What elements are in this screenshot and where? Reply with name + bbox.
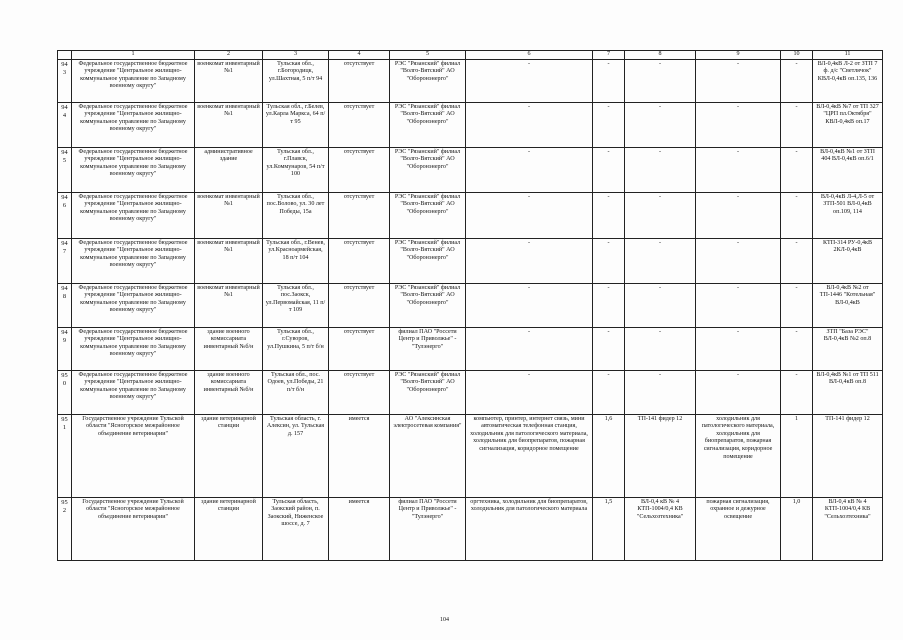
table-cell-c2: здание ветеринарной станции: [195, 414, 263, 497]
table-cell-c2: военкомат инвентарный №1: [195, 192, 263, 238]
table-cell-c4: отсутствует: [329, 370, 390, 414]
table-row: [58, 102, 883, 147]
table-cell-c2: военкомат инвентарный №1: [195, 238, 263, 283]
table-cell-c7: -: [593, 147, 625, 192]
header-cell: 5: [390, 51, 466, 60]
table-cell-c4: отсутствует: [329, 327, 390, 370]
row-number-cell: 949: [58, 327, 72, 370]
table-cell-c5: РЭС "Рязанский" филиал "Волго-Вятский" АО "Оборонэнерго": [390, 370, 466, 414]
header-cell: 11: [813, 51, 883, 60]
row-number-cell: 950: [58, 370, 72, 414]
header-cell: 1: [72, 51, 195, 60]
table-cell-c5: АО "Алексинская электросетевая компания": [390, 414, 466, 497]
table-cell-c7: -: [593, 238, 625, 283]
row-number-cell: 945: [58, 147, 72, 192]
table-cell-c1: Государственное учреждение Тульской области "Ясногорское межрайонное объединение ветеринарии": [72, 497, 195, 560]
table-cell-c11: ТП-141 фидер 12: [813, 414, 883, 497]
table-cell-c3: Тульская обл., г.Плавск, ул.Коммунаров, 54 п/т 100: [263, 147, 329, 192]
table-cell-c6: -: [466, 238, 593, 283]
table-cell-c11: ВЛ-0,4кВ №7 от ТП 327 "ЦРП пл.Октября" КВЛ-0,4кВ оп.17: [813, 102, 883, 147]
table-cell-c9: пожарная сигнализация, охранное и дежурное освещение: [696, 497, 781, 560]
table-cell-c9: холодильник для патологического материала, холодильник для биопрепаратов, пожарная сигнализация, коридорное помещение: [696, 414, 781, 497]
table-cell-c10: -: [781, 370, 813, 414]
table-cell-c7: -: [593, 370, 625, 414]
table-body: [58, 59, 883, 560]
table-row: [58, 327, 883, 370]
table-cell-c3: Тульская обл., пос.Заокск, ул.Первомайская, 11 п/т 109: [263, 283, 329, 327]
row-number-cell: 943: [58, 59, 72, 102]
row-number-cell: 948: [58, 283, 72, 327]
table-cell-c3: Тульская обл., г.Богородицк, ул.Шахтная, 5 п/т 94: [263, 59, 329, 102]
table-cell-c4: отсутствует: [329, 238, 390, 283]
table-cell-c10: -: [781, 59, 813, 102]
table-cell-c5: РЭС "Рязанский" филиал "Волго-Вятский" АО "Оборонэнерго": [390, 147, 466, 192]
row-number-cell: 947: [58, 238, 72, 283]
table-cell-c5: РЭС "Рязанский" филиал "Волго-Вятский" АО "Оборонэнерго": [390, 192, 466, 238]
table-cell-c1: Федеральное государственное бюджетное учреждение "Центральное жилищно-коммунальное управление по Западному военному округу": [72, 327, 195, 370]
header-cell: 8: [625, 51, 696, 60]
table-cell-c6: -: [466, 147, 593, 192]
table-cell-c2: здание военного комиссариата инвентарный №б/н: [195, 327, 263, 370]
table-row: [58, 59, 883, 102]
table-row: [58, 283, 883, 327]
table-cell-c8: -: [625, 147, 696, 192]
header-cell: 10: [781, 51, 813, 60]
table-cell-c1: Федеральное государственное бюджетное учреждение "Центральное жилищно-коммунальное управление по Западному военному округу": [72, 283, 195, 327]
table-cell-c4: отсутствует: [329, 102, 390, 147]
row-number-cell: 951: [58, 414, 72, 497]
table-cell-c11: ЗТП "База РЭС" ВЛ-0,4кВ №2 оп.8: [813, 327, 883, 370]
table-cell-c11: ВЛ-0,4 кВ № 4 КТП-1004/0,4 КВ "Сельхозтехника": [813, 497, 883, 560]
table-cell-c2: военкомат инвентарный №1: [195, 59, 263, 102]
table-cell-c3: Тульская область, г. Алексин, ул. Тульская д. 157: [263, 414, 329, 497]
table-cell-c10: -: [781, 327, 813, 370]
table-cell-c1: Государственное учреждение Тульской области "Ясногорское межрайонное объединение ветеринарии": [72, 414, 195, 497]
table-row: [58, 370, 883, 414]
table-cell-c4: отсутствует: [329, 192, 390, 238]
table-cell-c11: ВЛ-0,4кВ Л-2 от ЗТП 7 ф. д/с "Светлячок" КВЛ-0,4кВ оп.135, 136: [813, 59, 883, 102]
table-cell-c3: Тульская обл., г.Венев, ул.Красноармейская, 18 п/т 104: [263, 238, 329, 283]
table-cell-c9: -: [696, 238, 781, 283]
table-cell-c1: Федеральное государственное бюджетное учреждение "Центральное жилищно-коммунальное управление по Западному военному округу": [72, 238, 195, 283]
table-cell-c3: Тульская обл., пос.Волово, ул. 30 лет Победы, 15а: [263, 192, 329, 238]
table-cell-c9: -: [696, 370, 781, 414]
table-cell-c6: -: [466, 59, 593, 102]
table-cell-c10: 1: [781, 414, 813, 497]
table-cell-c11: ВЛ-0,4кВ №2 от ТП-1446 "Котельная" ВЛ-0,4кВ: [813, 283, 883, 327]
table-cell-c7: -: [593, 192, 625, 238]
table-cell-c3: Тульская область, Заокский район, п. Заокский, Ниженское шоссе, д. 7: [263, 497, 329, 560]
table-cell-c10: -: [781, 102, 813, 147]
table-cell-c10: -: [781, 147, 813, 192]
table-cell-c8: -: [625, 102, 696, 147]
table-cell-c1: Федеральное государственное бюджетное учреждение "Центральное жилищно-коммунальное управление по Западному военному округу": [72, 147, 195, 192]
table-cell-c9: -: [696, 192, 781, 238]
table-cell-c6: оргтехника, холодильник для биопрепаратов, холодильник для патологического материала: [466, 497, 593, 560]
table-cell-c6: -: [466, 283, 593, 327]
table-cell-c11: ВЛ-0,4кВ Л-4,Л-5 от ЗТП-501 ВЛ-0,4кВ оп.109, 114: [813, 192, 883, 238]
table-cell-c4: отсутствует: [329, 59, 390, 102]
table-cell-c7: 1,6: [593, 414, 625, 497]
table-cell-c4: отсутствует: [329, 283, 390, 327]
header-cell: 9: [696, 51, 781, 60]
table-cell-c4: отсутствует: [329, 147, 390, 192]
table-cell-c5: РЭС "Рязанский" филиал "Волго-Вятский" АО "Оборонэнерго": [390, 59, 466, 102]
table-cell-c6: компьютер, принтер, интернет связь, мини автоматическая телефонная станция, холодильник для патологического материала, холодильник для биопрепаратов, пожарная сигнализация, коридорное помещение: [466, 414, 593, 497]
row-number-cell: 944: [58, 102, 72, 147]
table-cell-c5: филиал ПАО "Россети Центр и Приволжье" - "Тулэнерго": [390, 327, 466, 370]
table-cell-c6: -: [466, 370, 593, 414]
table-cell-c7: 1,5: [593, 497, 625, 560]
table-cell-c1: Федеральное государственное бюджетное учреждение "Центральное жилищно-коммунальное управление по Западному военному округу": [72, 59, 195, 102]
table-cell-c11: ВЛ-0,4кВ №1 от ЗТП 404 ВЛ-0,4кВ оп.6/1: [813, 147, 883, 192]
table-cell-c2: военкомат инвентарный №1: [195, 102, 263, 147]
table-cell-c7: -: [593, 59, 625, 102]
table-cell-c9: -: [696, 102, 781, 147]
table-cell-c6: -: [466, 102, 593, 147]
table-cell-c3: Тульская обл., г.Суворов, ул.Пушкина, 5 п/т б/н: [263, 327, 329, 370]
table-cell-c9: -: [696, 283, 781, 327]
table-cell-c9: -: [696, 59, 781, 102]
table-cell-c7: -: [593, 283, 625, 327]
row-number-cell: 952: [58, 497, 72, 560]
table-cell-c2: здание ветеринарной станции: [195, 497, 263, 560]
header-cell: 6: [466, 51, 593, 60]
table-cell-c6: -: [466, 327, 593, 370]
table-row: [58, 238, 883, 283]
table-cell-c3: Тульская обл., пос. Одоев, ул.Победы, 21 п/т б/н: [263, 370, 329, 414]
table-cell-c10: 1,0: [781, 497, 813, 560]
table-row: [58, 497, 883, 560]
header-cell: 2: [195, 51, 263, 60]
table-cell-c2: военкомат инвентарный №1: [195, 283, 263, 327]
table-cell-c6: -: [466, 192, 593, 238]
table-cell-c8: ТП-141 фидер 12: [625, 414, 696, 497]
table-cell-c1: Федеральное государственное бюджетное учреждение "Центральное жилищно-коммунальное управление по Западному военному округу": [72, 192, 195, 238]
table-cell-c9: -: [696, 147, 781, 192]
table-cell-c5: РЭС "Рязанский" филиал "Волго-Вятский" АО "Оборонэнерго": [390, 238, 466, 283]
table-cell-c8: ВЛ-0,4 кВ № 4 КТП-1004/0,4 КВ "Сельхозтехника": [625, 497, 696, 560]
table-cell-c3: Тульская обл., г.Белев, ул.Карла Маркса, 64 п/т 95: [263, 102, 329, 147]
table-cell-c5: РЭС "Рязанский" филиал "Волго-Вятский" АО "Оборонэнерго": [390, 283, 466, 327]
table-cell-c10: -: [781, 238, 813, 283]
table-cell-c7: -: [593, 327, 625, 370]
table-cell-c5: филиал ПАО "Россети Центр и Приволжье" - "Тулэнерго": [390, 497, 466, 560]
table-cell-c5: РЭС "Рязанский" филиал "Волго-Вятский" АО "Оборонэнерго": [390, 102, 466, 147]
table-row: [58, 147, 883, 192]
table-cell-c1: Федеральное государственное бюджетное учреждение "Центральное жилищно-коммунальное управление по Западному военному округу": [72, 102, 195, 147]
header-row: [58, 51, 883, 60]
table-cell-c8: -: [625, 327, 696, 370]
header-cell: 7: [593, 51, 625, 60]
table-cell-c4: имеется: [329, 414, 390, 497]
row-number-cell: 946: [58, 192, 72, 238]
header-cell: 4: [329, 51, 390, 60]
table-cell-c4: имеется: [329, 497, 390, 560]
table-cell-c11: КТП-314 РУ-0,4кВ 2КЛ-0,4кВ: [813, 238, 883, 283]
table-cell-c7: -: [593, 102, 625, 147]
table-cell-c10: -: [781, 283, 813, 327]
table-cell-c2: здание военного комиссариата инвентарный №б/н: [195, 370, 263, 414]
register-table: [57, 50, 883, 561]
table-row: [58, 414, 883, 497]
header-cell-blank: [58, 51, 72, 60]
page-number: 104: [440, 617, 449, 623]
table-row: [58, 192, 883, 238]
table-cell-c8: -: [625, 370, 696, 414]
table-cell-c1: Федеральное государственное бюджетное учреждение "Центральное жилищно-коммунальное управление по Западному военному округу": [72, 370, 195, 414]
table-cell-c10: -: [781, 192, 813, 238]
table-cell-c8: -: [625, 192, 696, 238]
table-cell-c2: административное здание: [195, 147, 263, 192]
table-cell-c9: -: [696, 327, 781, 370]
table-cell-c8: -: [625, 59, 696, 102]
table-cell-c11: ВЛ-0,4кВ №1 от ТП 511 ВЛ-0,4кВ оп.8: [813, 370, 883, 414]
table-cell-c8: -: [625, 238, 696, 283]
table-cell-c8: -: [625, 283, 696, 327]
header-cell: 3: [263, 51, 329, 60]
